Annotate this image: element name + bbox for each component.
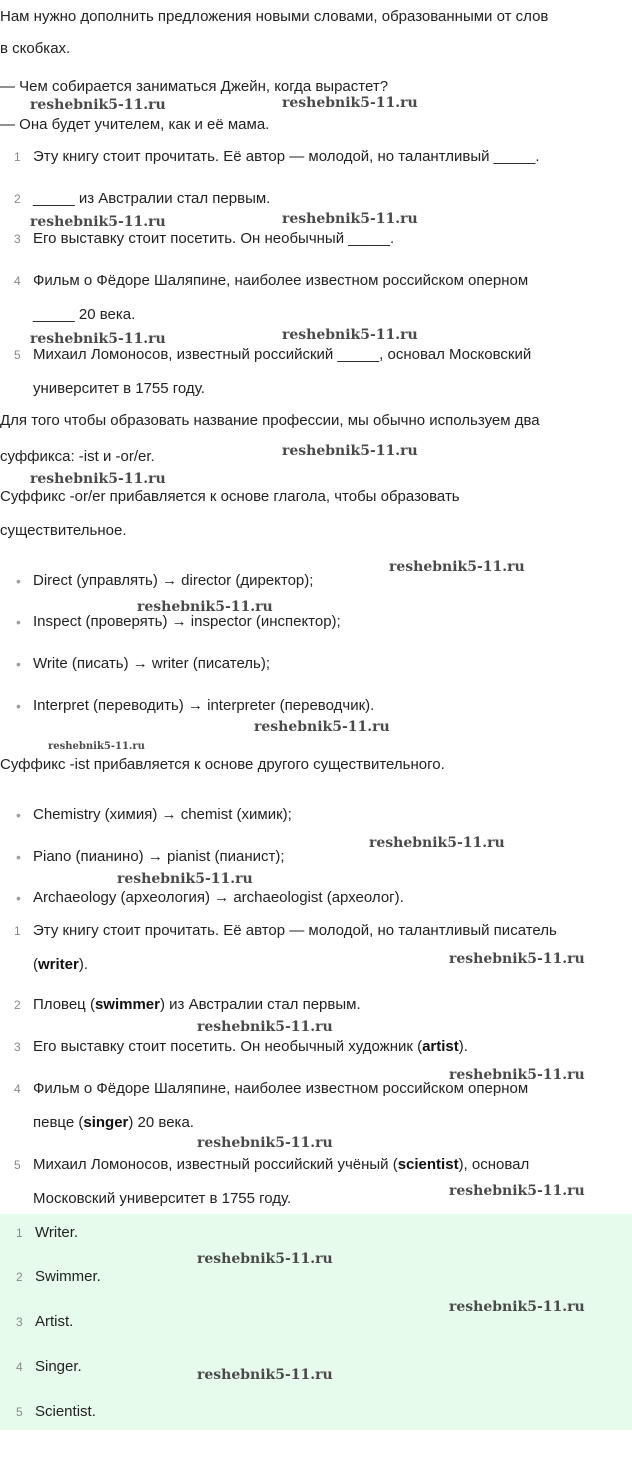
watermark: reshebnik5-11.ru (254, 719, 390, 735)
bullet-text: Archaeology (археология) → archaeologist (археолог). (33, 889, 404, 906)
bullet-text: Piano (пианино) → pianist (пианист); (33, 848, 285, 865)
answer-word: artist (422, 1038, 459, 1055)
bullet-text: Interpret (переводить) → interpreter (переводчик). (33, 697, 375, 714)
watermark: reshebnik5-11.ru (197, 1019, 333, 1035)
watermark: reshebnik5-11.ru (30, 97, 166, 113)
answer-text: Scientist. (35, 1403, 96, 1420)
item-number: 2 (16, 1270, 23, 1284)
item-text: _____ 20 века. (33, 306, 136, 323)
item-text: Его выставку стоит посетить. Он необычный художник (artist). (33, 1038, 468, 1055)
item-text: _____ из Австралии стал первым. (33, 190, 271, 207)
answer-text: Swimmer. (35, 1268, 101, 1285)
dialog-answer: — Она будет учителем, как и её мама. (0, 116, 270, 133)
item-number: 4 (14, 274, 21, 288)
answers-block (0, 1214, 632, 1430)
watermark: reshebnik5-11.ru (282, 443, 418, 459)
watermark: reshebnik5-11.ru (137, 599, 273, 615)
item-text: Эту книгу стоит прочитать. Её автор — молодой, но талантливый _____. (33, 148, 540, 165)
bullet-text: Direct (управлять) → director (директор); (33, 572, 314, 589)
answer-word: swimmer (94, 996, 160, 1013)
bullet-text: Chemistry (химия) → chemist (химик); (33, 806, 292, 823)
watermark: reshebnik5-11.ru (117, 871, 253, 887)
explain-line: суффикса: -ist и -or/er. (0, 448, 155, 465)
item-number: 2 (14, 998, 21, 1012)
item-text: Михаил Ломоносов, известный российский _____, основал Московский (33, 346, 532, 363)
item-text: Его выставку стоит посетить. Он необычный _____. (33, 230, 395, 247)
explain-line: Для того чтобы образовать название профессии, мы обычно используем два (0, 412, 540, 429)
watermark: reshebnik5-11.ru (30, 331, 166, 347)
item-text: певце (singer) 20 века. (33, 1114, 194, 1131)
watermark: reshebnik5-11.ru (30, 471, 166, 487)
explain-line: существительное. (0, 522, 127, 539)
item-text: университет в 1755 году. (33, 380, 205, 397)
watermark: reshebnik5-11.ru (282, 211, 418, 227)
watermark: reshebnik5-11.ru (389, 559, 525, 575)
bullet-text: Inspect (проверять) → inspector (инспектор); (33, 613, 341, 630)
bullet-icon: • (16, 807, 21, 823)
watermark: reshebnik5-11.ru (197, 1367, 333, 1383)
bullet-icon: • (16, 573, 21, 589)
item-text: Фильм о Фёдоре Шаляпине, наиболее известном российском оперном (33, 1080, 529, 1097)
item-text: Московский университет в 1755 году. (33, 1190, 292, 1207)
intro-line-2: в скобках. (0, 40, 71, 57)
item-number: 3 (16, 1315, 23, 1329)
bullet-icon: • (16, 614, 21, 630)
bullet-icon: • (16, 656, 21, 672)
watermark: reshebnik5-11.ru (282, 327, 418, 343)
watermark: reshebnik5-11.ru (449, 1067, 585, 1083)
item-text: (writer). (33, 956, 89, 973)
dialog-question: — Чем собирается заниматься Джейн, когда вырастет? (0, 78, 389, 95)
watermark: reshebnik5-11.ru (30, 214, 166, 230)
watermark: reshebnik5-11.ru (197, 1135, 333, 1151)
watermark: reshebnik5-11.ru (197, 1251, 333, 1267)
answer-text: Writer. (35, 1224, 79, 1241)
item-text: Фильм о Фёдоре Шаляпине, наиболее известном российском оперном (33, 272, 529, 289)
explain-line: Суффикс -or/er прибавляется к основе глагола, чтобы образовать (0, 488, 460, 505)
item-number: 2 (14, 192, 21, 206)
intro-line-1: Нам нужно дополнить предложения новыми словами, образованными от слов (0, 8, 549, 25)
watermark: reshebnik5-11.ru (449, 1183, 585, 1199)
bullet-icon: • (16, 698, 21, 714)
explain-line: Суффикс -ist прибавляется к основе другого существительного. (0, 756, 445, 773)
bullet-icon: • (16, 890, 21, 906)
item-number: 4 (16, 1360, 23, 1374)
answer-word: writer (38, 956, 79, 973)
bullet-icon: • (16, 849, 21, 865)
item-number: 1 (16, 1226, 23, 1240)
item-number: 5 (16, 1405, 23, 1419)
item-number: 1 (14, 150, 21, 164)
item-text: Эту книгу стоит прочитать. Её автор — молодой, но талантливый писатель (33, 922, 557, 939)
answer-word: scientist (397, 1156, 459, 1173)
answer-text: Singer. (35, 1358, 82, 1375)
item-number: 3 (14, 232, 21, 246)
item-number: 5 (14, 348, 21, 362)
item-number: 4 (14, 1082, 21, 1096)
item-number: 5 (14, 1158, 21, 1172)
watermark: reshebnik5-11.ru (449, 951, 585, 967)
item-number: 1 (14, 924, 21, 938)
watermark: reshebnik5-11.ru (369, 835, 505, 851)
watermark: reshebnik5-11.ru (48, 741, 145, 752)
watermark: reshebnik5-11.ru (449, 1299, 585, 1315)
answer-text: Artist. (35, 1313, 74, 1330)
item-text: Михаил Ломоносов, известный российский учёный (scientist), основал (33, 1156, 530, 1173)
bullet-text: Write (писать) → writer (писатель); (33, 655, 271, 672)
item-text: Пловец (swimmer) из Австралии стал первым. (33, 996, 361, 1013)
answer-word: singer (83, 1114, 129, 1131)
item-number: 3 (14, 1040, 21, 1054)
watermark: reshebnik5-11.ru (282, 95, 418, 111)
